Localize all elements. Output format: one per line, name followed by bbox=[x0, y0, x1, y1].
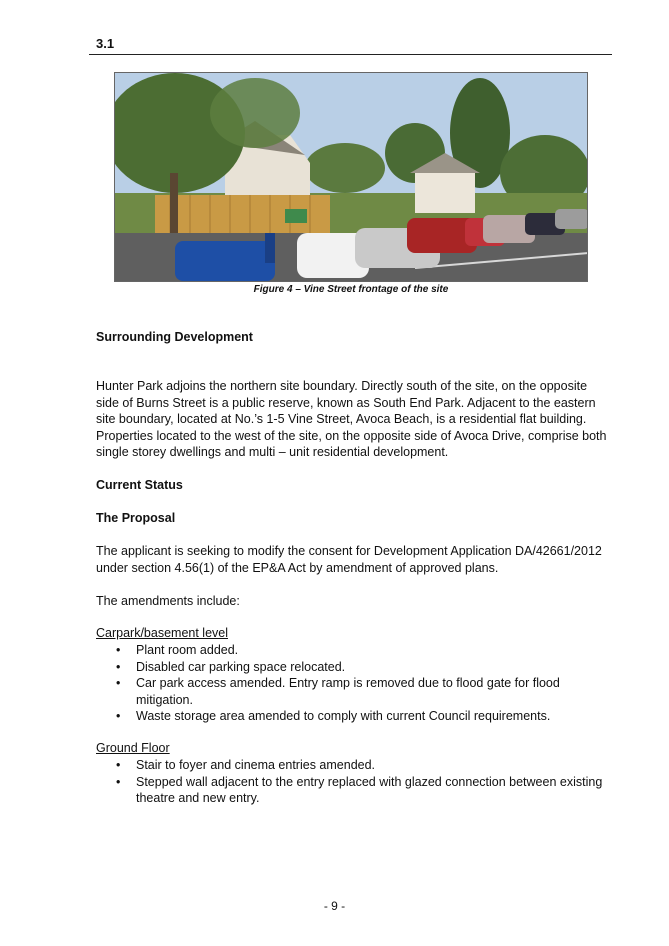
header-rule bbox=[89, 54, 612, 55]
list-item: • Stair to foyer and cinema entries amended. bbox=[96, 757, 611, 774]
ground-floor-list bbox=[96, 757, 611, 807]
list-item: • Disabled car parking space relocated. bbox=[96, 659, 611, 676]
list-item: • Car park access amended. Entry ramp is removed due to flood gate for flood mitigation. bbox=[96, 675, 611, 708]
list-item: • Plant room added. bbox=[96, 642, 611, 659]
site-photo bbox=[114, 72, 588, 282]
carpark-list bbox=[96, 642, 611, 725]
ground-floor-subheading: Ground Floor bbox=[96, 741, 170, 755]
list-item: • Stepped wall adjacent to the entry replaced with glazed connection between existing theatre and new entry. bbox=[96, 774, 611, 807]
amendments-intro: The amendments include: bbox=[96, 594, 240, 608]
current-status-heading: Current Status bbox=[96, 478, 183, 492]
carpark-subheading: Carpark/basement level bbox=[96, 626, 229, 640]
figure-caption: Figure 4 – Vine Street frontage of the site bbox=[253, 284, 449, 295]
surrounding-development-paragraph: Hunter Park adjoins the northern site boundary. Directly south of the site, on the opposite side of Burns Street is a public reserve, known as South End Park. Adjacent to the eastern site boundary, located at No.’s 1-5 Vine Street, Avoca Beach, is a residential flat building. Properties located to the west of the site, on the opposite side of Avoca Drive, comprise both single storey dwellings and multi – unit residential development. bbox=[96, 379, 607, 459]
section-number: 3.1 bbox=[96, 36, 115, 51]
list-item: • Waste storage area amended to comply with current Council requirements. bbox=[96, 708, 611, 725]
surrounding-development-heading: Surrounding Development bbox=[96, 330, 253, 344]
proposal-heading: The Proposal bbox=[96, 511, 176, 525]
proposal-paragraph: The applicant is seeking to modify the consent for Development Application DA/42661/2012 under section 4.56(1) of the EP&A Act by amendment of approved plans. bbox=[96, 544, 602, 575]
page-number: - 9 - bbox=[323, 899, 346, 913]
